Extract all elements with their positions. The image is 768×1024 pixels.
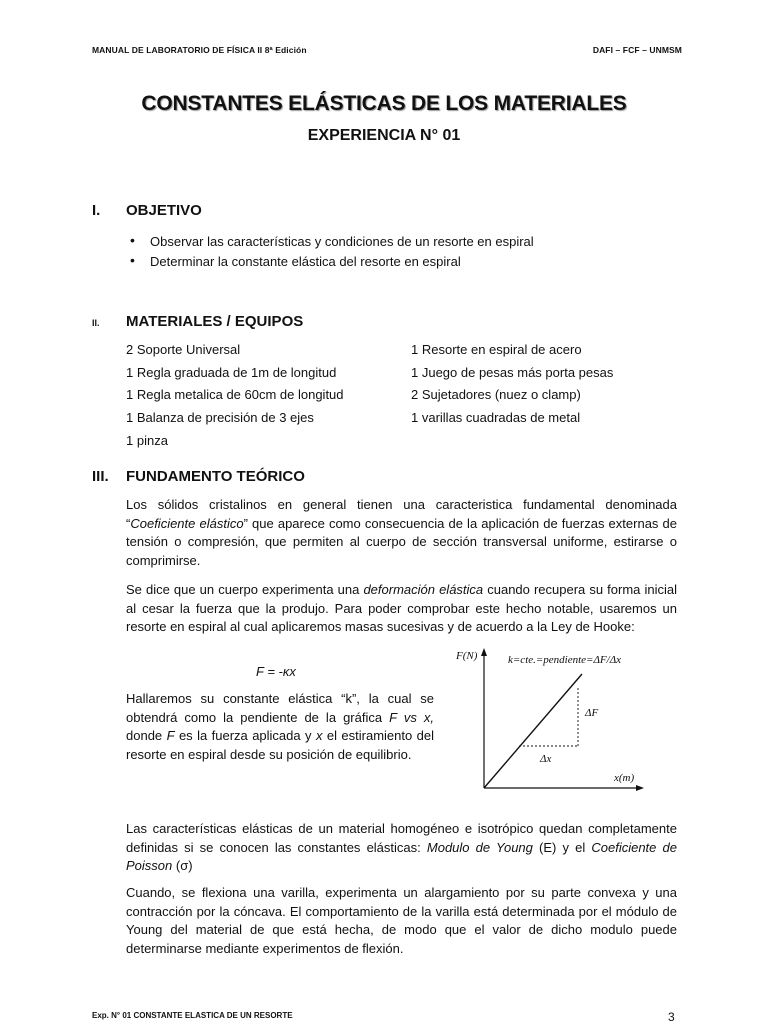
paragraph-deformacion: Se dice que un cuerpo experimenta una deformación elástica cuando recupera su forma inicial al cesar la fuerza que la produjo. Para poder comprobar este hecho notable, usaremos un resorte en espiral al cual aplicaremos masas sucesivas y de acuerdo a la Ley de Hooke:	[126, 582, 677, 635]
y-axis-arrow	[481, 648, 487, 656]
section-number: I.	[92, 202, 101, 219]
slope-formula: k=cte.=pendiente=ΔF/Δx	[508, 654, 622, 666]
list-item: • Determinar la constante elástica del resorte en espiral	[128, 252, 534, 272]
x-axis-label: x(m)	[614, 772, 635, 784]
section-label: MATERIALES / EQUIPOS	[126, 313, 304, 330]
delta-x-label: Δx	[540, 753, 552, 765]
section-label: OBJETIVO	[126, 202, 202, 219]
section-heading-fundamento	[92, 468, 305, 485]
section-heading-materiales	[92, 313, 304, 330]
hooke-formula: F = -κx	[256, 664, 296, 679]
y-axis-label: F(N)	[456, 650, 478, 662]
x-axis-arrow	[636, 785, 644, 791]
force-vs-extension-diagram	[448, 644, 648, 796]
delta-f-label: ΔF	[585, 707, 599, 719]
paragraph-flexion: Cuando, se flexiona una varilla, experimenta un alargamiento por su parte convexa y una contracción por la cóncava. El comportamiento de la varilla está determinada por el módulo de Young del material de que está hecha, de modo que el valor de dicho modulo puede determinarse mediante experimentos de flexión.	[126, 885, 677, 956]
list-item: • Observar las características y condiciones de un resorte en espiral	[128, 232, 534, 252]
list-item: 1 Balanza de precisión de 3 ejes	[126, 410, 314, 426]
paragraph-constante: Hallaremos su constante elástica “k”, la cual se obtendrá como la pendiente de la gráfica F vs x, donde F es la fuerza aplicada y x el estiramiento del resorte en espiral desde su posición de equilibrio.	[126, 691, 435, 762]
list-item: 1 Regla metalica de 60cm de longitud	[126, 387, 344, 403]
page-number: 3	[668, 1010, 675, 1024]
section-heading-objetivo	[92, 202, 202, 219]
section-number: II.	[92, 318, 100, 328]
running-header-right: DAFI – FCF – UNMSM	[592, 45, 682, 55]
materials-list-right	[411, 339, 613, 430]
list-item: 1 Regla graduada de 1m de longitud	[126, 364, 337, 380]
slope-line	[484, 674, 582, 788]
objectives-list	[128, 232, 534, 271]
list-item: 1 pinza	[126, 432, 168, 448]
section-label: FUNDAMENTO TEÓRICO	[126, 468, 305, 485]
list-item: 1 varillas cuadradas de metal	[411, 410, 581, 426]
document-title: CONSTANTES ELÁSTICAS DE LOS MATERIALES	[141, 92, 627, 115]
running-footer: Exp. N° 01 CONSTANTE ELASTICA DE UN RESORTE	[92, 1011, 293, 1020]
list-item: 1 Resorte en espiral de acero	[411, 342, 582, 357]
document-subtitle: EXPERIENCIA N° 01	[307, 127, 461, 144]
paragraph-constantes-elasticas: Las características elásticas de un material homogéneo e isotrópico quedan completamente definidas si se conocen las constantes elásticas: Modulo de Young (E) y el Coeficiente de Poisson (σ)	[126, 821, 677, 874]
paragraph-coeficiente: Los sólidos cristalinos en general tienen una caracteristica fundamental denominada “Coeficiente elástico” que aparece como consecuencia de la aplicación de fuerzas externas de tensión o compresión, que permiten al cuerpo de sección transversal uniforme, estirarse o comprimirse.	[126, 497, 677, 568]
running-header-left: MANUAL DE LABORATORIO DE FÍSICA II 8ª Edición	[92, 45, 307, 55]
section-number: III.	[92, 468, 109, 485]
list-item: 2 Sujetadores (nuez o clamp)	[411, 387, 581, 403]
materials-list-left	[126, 339, 344, 453]
list-item: 2 Soporte Universal	[126, 342, 241, 357]
list-item: 1 Juego de pesas más porta pesas	[411, 364, 614, 380]
